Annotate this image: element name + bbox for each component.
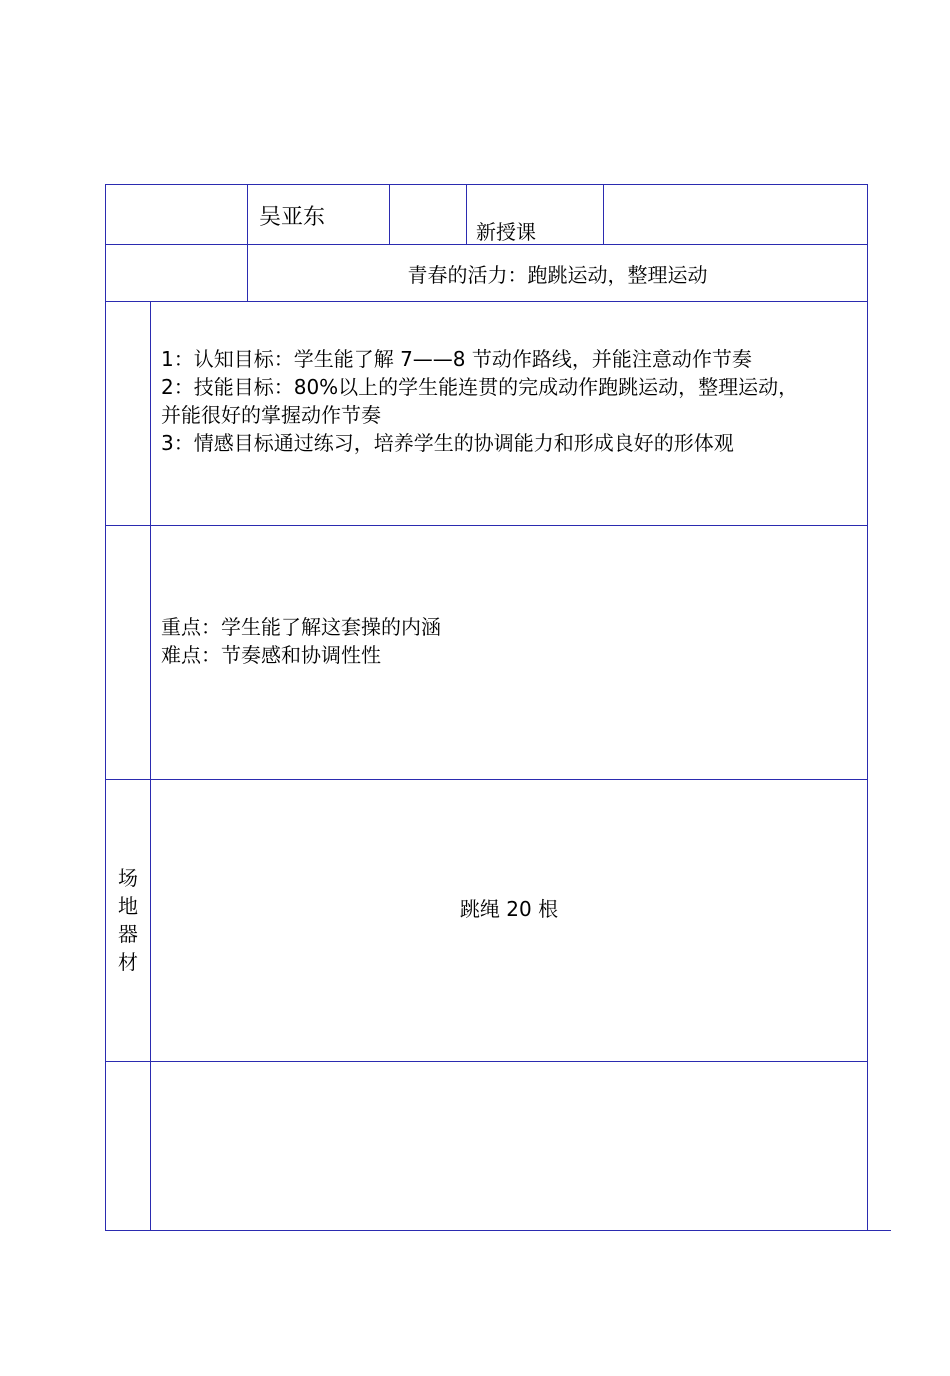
- key-point-line: 难点：节奏感和协调性性: [161, 643, 381, 667]
- equipment-label-char: 材: [118, 950, 138, 974]
- lesson-topic: 青春的活力：跑跳运动，整理运动: [407, 263, 708, 287]
- objective-line: 3：情感目标通过练习，培养学生的协调能力和形成良好的形体观: [161, 431, 734, 455]
- objectives-block: [161, 345, 798, 457]
- row-divider-4: [105, 779, 868, 780]
- table-border-left: [105, 184, 106, 1231]
- equipment-label: [106, 864, 150, 976]
- row-divider-5: [105, 1061, 868, 1062]
- header-col-divider-3: [466, 184, 467, 245]
- key-point-line: 重点：学生能了解这套操的内涵: [161, 615, 441, 639]
- equipment-label-char: 器: [118, 922, 138, 946]
- equipment-label-char: 场: [118, 866, 138, 890]
- objective-line: 1：认知目标：学生能了解 7——8 节动作路线，并能注意动作节奏: [161, 347, 752, 371]
- equipment-value: 跳绳 20 根: [459, 897, 559, 921]
- teacher-name: 吴亚东: [259, 205, 326, 230]
- header-col-divider-4: [603, 184, 604, 245]
- header-col-divider-2: [389, 184, 390, 245]
- row-divider-2: [105, 301, 868, 302]
- body-label-column-divider: [150, 301, 151, 1231]
- table-border-top: [105, 184, 868, 185]
- objective-line: 2：技能目标：80%以上的学生能连贯的完成动作跑跳运动，整理运动，: [161, 375, 799, 399]
- objective-line: 并能很好的掌握动作节奏: [161, 403, 381, 427]
- equipment-label-char: 地: [118, 894, 138, 918]
- key-points-block: [161, 613, 441, 669]
- table-border-right: [867, 184, 868, 1231]
- table-border-bottom: [105, 1230, 891, 1231]
- lesson-type: 新授课: [476, 220, 536, 244]
- row-divider-3: [105, 525, 868, 526]
